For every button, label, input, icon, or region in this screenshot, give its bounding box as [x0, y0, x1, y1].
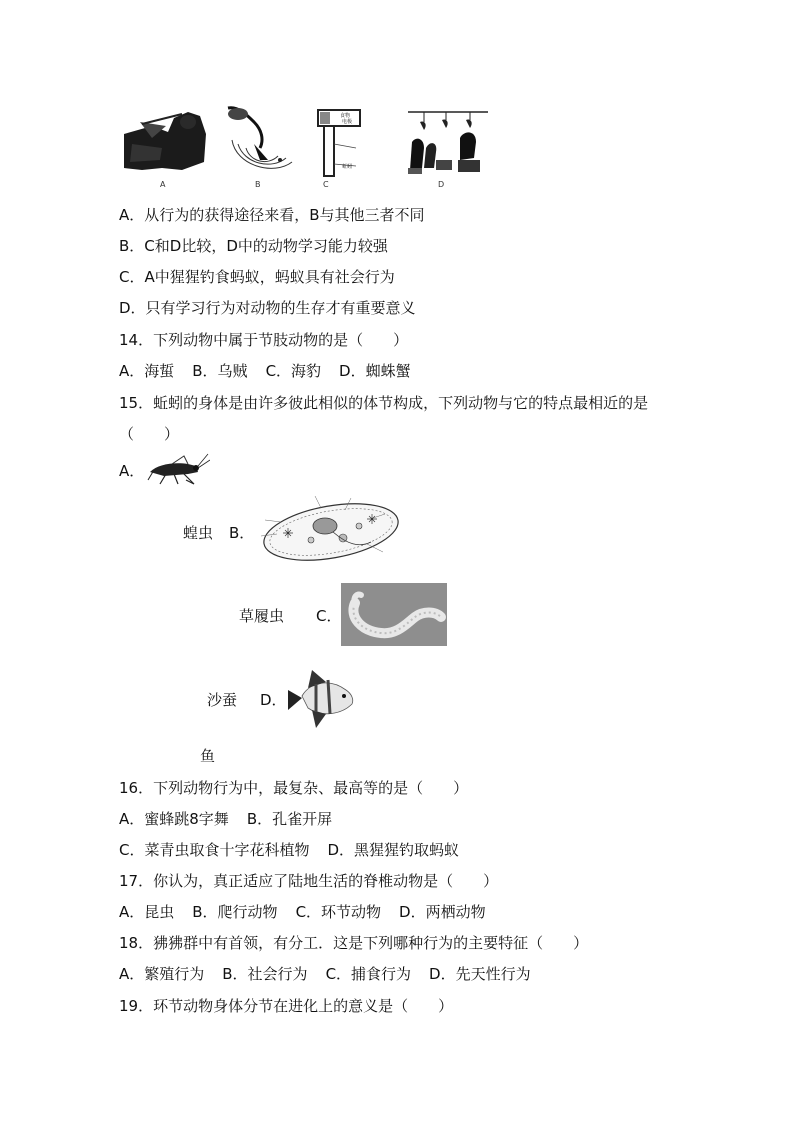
q15-stem-line2: （ ）: [119, 425, 180, 443]
q13-option-d: D．只有学习行为对动物的生存才有重要意义: [119, 299, 416, 317]
q14-stem: 14．下列动物中属于节肢动物的是（ ）: [119, 331, 409, 349]
q15-option-c-name: 沙蚕: [207, 691, 238, 709]
q18-option-c: C．捕食行为: [325, 965, 412, 983]
q17-stem: 17．你认为，真正适应了陆地生活的脊椎动物是（ ）: [119, 872, 499, 890]
q16-stem: 16．下列动物行为中，最复杂、最高等的是（ ）: [119, 779, 469, 797]
q14-option-a: A．海蜇: [119, 362, 175, 380]
figure-a-caption: A: [160, 180, 166, 189]
q16-option-d: D．黑猩猩钓取蚂蚁: [327, 841, 460, 859]
figure-c-label-worm: 蚯蚓: [342, 164, 353, 170]
q16-options-row2: [119, 840, 459, 860]
q15-option-d-letter: D．: [260, 691, 287, 709]
q15-stem-line1: 15．蚯蚓的身体是由许多彼此相似的体节构成，下列动物与它的特点最相近的是: [119, 394, 649, 412]
q16-option-b: B．孔雀开屏: [246, 810, 333, 828]
q14-option-d: D．蜘蛛蟹: [339, 362, 411, 380]
angelfish-image: [286, 666, 358, 732]
q13-option-c: C．A中猩猩钓食蚂蚁，蚂蚁具有社会行为: [119, 268, 395, 286]
figure-c-label-electrode: 电极: [342, 119, 353, 125]
q14-option-b: B．乌贼: [192, 362, 248, 380]
paramecium-image: [255, 492, 405, 572]
figure-c-maze: [316, 108, 362, 178]
locust-image: [144, 450, 210, 486]
q15-option-b-letter: B．: [229, 524, 255, 542]
q18-option-a: A．繁殖行为: [119, 965, 205, 983]
q17-option-c: C．环节动物: [295, 903, 382, 921]
figure-d-caption: D: [438, 180, 445, 189]
q15-option-a-letter: A．: [119, 462, 145, 480]
q14-options: [119, 361, 411, 381]
figure-c-label-food: 食物: [340, 113, 351, 119]
figure-b-caption: B: [255, 180, 261, 189]
q16-option-c: C．菜青虫取食十字花科植物: [119, 841, 310, 859]
q18-option-b: B．社会行为: [222, 965, 308, 983]
q13-option-a: A．从行为的获得途径来看，B与其他三者不同: [119, 206, 425, 224]
q18-options: [119, 964, 531, 984]
q15-option-a-name: 蝗虫: [183, 524, 214, 542]
q16-option-a: A．蜜蜂跳8字舞: [119, 810, 229, 828]
figure-b-bird-feeding: [224, 104, 294, 176]
q13-option-b: B．C和D比较，D中的动物学习能力较强: [119, 237, 388, 255]
q15-option-d-name: 鱼: [200, 747, 216, 765]
q18-option-d: D．先天性行为: [429, 965, 531, 983]
q17-option-a: A．昆虫: [119, 903, 175, 921]
q16-options-row1: [119, 809, 332, 829]
q14-option-c: C．海豹: [265, 362, 322, 380]
q18-stem: 18．狒狒群中有首领，有分工．这是下列哪种行为的主要特征（ ）: [119, 934, 589, 952]
figure-c-caption: C: [323, 180, 329, 189]
clamworm-image: [341, 583, 447, 646]
q17-option-d: D．两栖动物: [399, 903, 486, 921]
q17-options: [119, 902, 486, 922]
q15-option-c-letter: C．: [316, 607, 342, 625]
figure-a-chimpanzee: [122, 104, 208, 172]
q19-stem: 19．环节动物身体分节在进化上的意义是（ ）: [119, 997, 454, 1015]
q17-option-b: B．爬行动物: [192, 903, 278, 921]
figure-d-monkey-bananas: [406, 108, 490, 176]
q15-option-b-name: 草履虫: [239, 607, 285, 625]
